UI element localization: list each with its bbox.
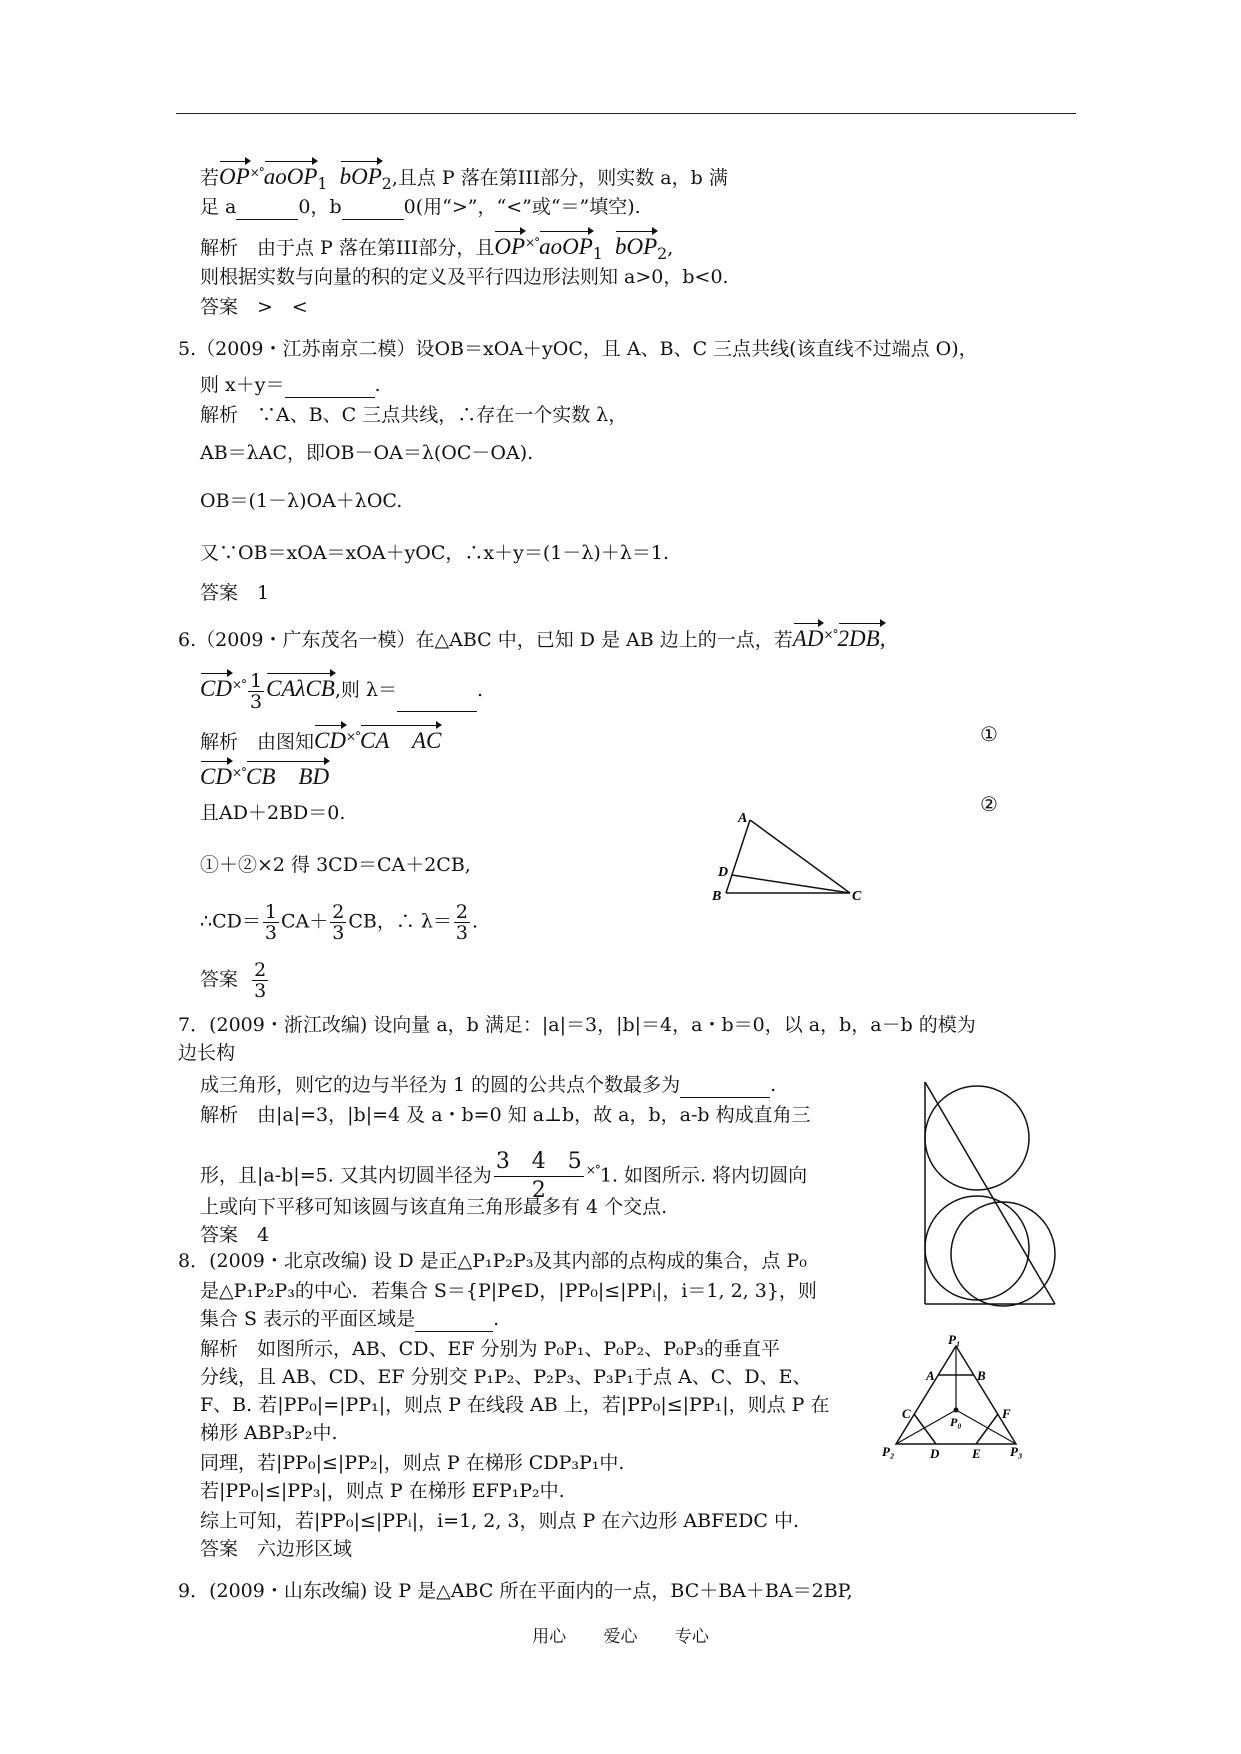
q8-line2: 是△P₁P₂P₃的中心．若集合 S＝{P|P∈D，|PP₀|≤|PPᵢ|，i＝1, 2, 3}，则 — [200, 1280, 817, 1302]
q6-sol3: 且AD＋2BD＝0. — [200, 802, 346, 824]
header-rule — [176, 113, 1076, 114]
q8-fig-label-f: F — [1002, 1406, 1011, 1421]
q5-sol3: OB＝(1－λ)OA＋λOC. — [200, 490, 403, 512]
q8-sol3: F、B. 若|PP₀|=|PP₁|，则点 P 在线段 AB 上，若|PP₀|≤|PP₁|，则点 P 在 — [200, 1394, 830, 1416]
q8-fig-label-a: A — [926, 1368, 935, 1383]
q8-line3: 集合 S 表示的平面区域是 . — [200, 1308, 500, 1330]
q7-sol2: 形，且|a-b|=5. 又其内切圆半径为 $\frac{3 4 5}{2}$ ×°1. 如图所示. 将内切圆向 — [200, 1149, 808, 1203]
p1-line1: 若OP×°aoOP$_1$ bOP$_2$,且点 P 落在第III部分，则实数 a，b 满 — [200, 158, 728, 197]
q6-fig-label-c: C — [852, 889, 862, 904]
q8-fig-label-p0: P₀ — [950, 1415, 962, 1429]
q7-triangle-circles-figure — [905, 1078, 1065, 1314]
q8-sol2: 分线，且 AB、CD、EF 分别交 P₁P₂、P₂P₃、P₃P₁于点 A、C、D、E、 — [200, 1366, 812, 1388]
q7-sol1: 解析 由|a|=3，|b|=4 及 a・b=0 知 a⊥b，故 a，b，a-b 构成直角三 — [200, 1104, 811, 1126]
q9-head: 9．(2009・山东改编) 设 P 是△ABC 所在平面内的一点，BC＋BA＋BA＝2BP, — [178, 1580, 853, 1602]
q6-fig-label-a: A — [738, 811, 748, 826]
q5-sol1: 解析 ∵A、B、C 三点共线，∴存在一个实数 λ， — [200, 404, 628, 426]
q8-hexagon-figure — [880, 1334, 1030, 1460]
q7-line1: 成三角形，则它的边与半径为 1 的圆的公共点个数最多为 . — [200, 1074, 777, 1096]
q8-sol4: 梯形 ABP₃P₂中. — [200, 1422, 338, 1444]
q6-marker-2: ② — [980, 792, 998, 816]
q6-sol5: ∴CD＝ $\frac{1}{3}$ CA＋ $\frac{2}{3}$ CB，∴ λ＝ $\frac{2}{3}$ . — [200, 901, 479, 944]
q7-answer: 答案 4 — [200, 1224, 270, 1246]
q6-triangle-figure — [700, 808, 880, 908]
q8-fig-label-c: C — [902, 1406, 911, 1421]
q6-head: 6.（2009・广东茂名一模）在△ABC 中，已知 D 是 AB 边上的一点，若AD×°2DB, — [178, 620, 885, 653]
q8-answer: 答案 六边形区域 — [200, 1538, 353, 1560]
q8-sol7: 综上可知，若|PP₀|≤|PPᵢ|，i=1, 2, 3，则点 P 在六边形 ABFEDC 中. — [200, 1510, 800, 1532]
q6-fig-label-b: B — [712, 889, 722, 904]
q6-sol4: ①＋②×2 得 3CD＝CA＋2CB, — [200, 854, 471, 876]
q6-marker-1: ① — [980, 722, 998, 746]
q8-fig-label-b: B — [977, 1368, 986, 1383]
q8-fig-label-e: E — [972, 1446, 981, 1460]
q5-line1: 则 x＋y＝ . — [200, 374, 381, 396]
q7-head2: 边长构 — [178, 1042, 236, 1064]
q6-fig-label-d: D — [718, 865, 729, 880]
page-footer: 用心 爱心 专心 — [532, 1627, 709, 1647]
q6-sol1: 解析 由图知CD×°CA AC — [200, 722, 441, 755]
q8-sol5: 同理，若|PP₀|≤|PP₂|，则点 P 在梯形 CDP₃P₁中. — [200, 1452, 625, 1474]
q6-answer: 答案 $\frac{2}{3}$ — [200, 959, 267, 1002]
q6-sol2: CD×°CB BD — [200, 758, 329, 791]
q8-fig-label-p1: P₁ — [948, 1334, 961, 1347]
q8-sol1: 解析 如图所示，AB、CD、EF 分别为 P₀P₁、P₀P₂、P₀P₃的垂直平 — [200, 1338, 780, 1360]
q7-head: 7．(2009・浙江改编) 设向量 a，b 满足：|a|＝3，|b|＝4，a・b＝0，以 a，b，a－b 的模为 — [178, 1014, 976, 1036]
q8-head: 8．(2009・北京改编) 设 D 是正△P₁P₂P₃及其内部的点构成的集合，点 P₀ — [178, 1250, 807, 1272]
p1-line4: 则根据实数与向量的积的定义及平行四边形法则知 a>0，b<0. — [200, 266, 729, 288]
q6-line2: CD×° $\frac{1}{3}$ CAλCB,则 λ＝ . — [200, 669, 484, 713]
q8-sol6: 若|PP₀|≤|PP₃|，则点 P 在梯形 EFP₁P₂中. — [200, 1480, 565, 1502]
q5-head: 5.（2009・江苏南京二模）设OB＝xOA＋yOC，且 A、B、C 三点共线(该直线不过端点 O)， — [178, 338, 978, 360]
p1-answer: 答案 > < — [200, 296, 308, 318]
q5-answer: 答案 1 — [200, 582, 270, 604]
q8-fig-label-p3: P₃ — [1010, 1444, 1023, 1459]
q8-fig-label-d: D — [930, 1446, 940, 1460]
q8-fig-label-p2: P₂ — [882, 1444, 895, 1459]
q7-sol3: 上或向下平移可知该圆与该直角三角形最多有 4 个交点. — [200, 1196, 668, 1218]
q5-sol4: 又∵OB＝xOA＝xOA＋yOC，∴x＋y＝(1－λ)＋λ＝1. — [200, 542, 669, 564]
q5-sol2: AB＝λAC，即OB－OA＝λ(OC－OA). — [200, 442, 534, 464]
p1-line2: 足 a 0，b 0(用“>”，“<”或“＝”填空). — [200, 196, 641, 218]
p1-line3: 解析 由于点 P 落在第III部分，且OP×°aoOP$_1$ bOP$_2$, — [200, 228, 673, 267]
